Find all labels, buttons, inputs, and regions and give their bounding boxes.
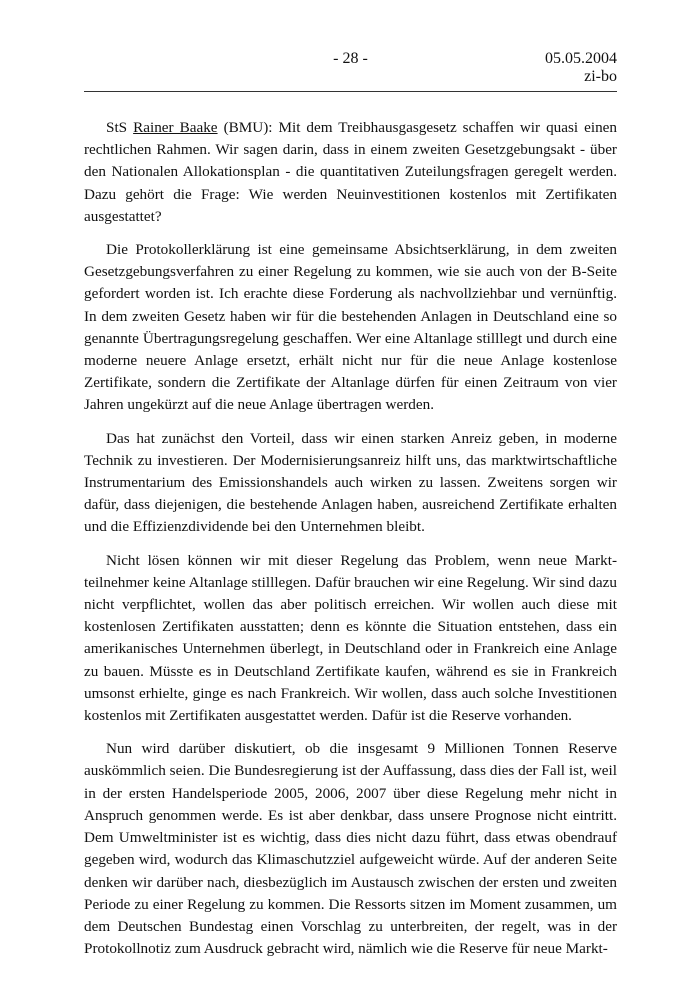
paragraph-5: Nun wird darüber diskutiert, ob die insgesamt 9 Millionen Tonnen Reserve auskömmlich seien. Die Bundesregierung ist der Auffassung, dass dies der Fall ist, weil in der ersten Handelsperiode 2005, 2006, 2007 über diese Regelung mehr nicht in Anspruch genommen werde. Es ist aber denkbar, dass unsere Prognose nicht eintritt. Dem Umweltminister ist es wichtig, dass dies nicht dazu führt, dass etwas obendrauf gegeben wird, wodurch das Klimaschutzziel aufgeweicht würde. Auf der anderen Seite denken wir darüber nach, diesbezüglich im Austausch zwischen der ersten und zweiten Periode zu einer Regelung zu kommen. Die Ressorts sitzen im Moment zusammen, um dem Deutschen Bundestag einen Vorschlag zu unterbreiten, der regelt, was in der Protokollnotiz zum Ausdruck gebracht wird, nämlich wie die Reserve für neue Markt- [84, 740, 617, 958]
header-meta [545, 50, 617, 86]
paragraph-2: Die Protokollerklärung ist eine gemeinsame Absichtserklärung, in dem zweiten Gesetzgebungsverfahren zu einer Regelung zu kommen, wie sie auch von der B-Seite gefordert worden ist. Ich erachte diese Forderung als nachvollziehbar und vernünftig. In dem zweiten Gesetz haben wir für die bestehenden Anlagen in Deutschland eine so genannte Übertragungsregelung geschaffen. Wer eine Altanlage stilllegt und durch eine moderne neuere Anlage ersetzt, erhält nicht nur für die neue Anlage kostenlose Zertifikate, sondern die Zertifikate der Altanlage dürfen für einen Zeitraum von vier Jahren ungekürzt auf die neue Anlage übertragen werden. [84, 241, 617, 414]
page-header [84, 50, 617, 90]
header-rule [84, 91, 617, 92]
paragraph-4: Nicht lösen können wir mit dieser Regelung das Problem, wenn neue Marktteilnehmer keine Altanlage stilllegen. Dafür brauchen wir eine Regelung. Wir sind dazu nicht verpflichtet, wollen das aber politisch erreichen. Wir wollen auch diese mit kostenlosen Zertifikaten ausstatten; denn es könnte die Situation entstehen, dass ein amerikanisches Unternehmen überlegt, in Deutschland oder in Frankreich eine Anlage zu bauen. Müsste es in Deutschland Zertifikate kaufen, während es sie in Frankreich umsonst erhielte, ginge es nach Frankreich. Wir wollen, dass auch solche Investitionen kostenlos mit Zertifikaten ausgestattet werden. Dafür ist die Reserve vorhanden. [84, 551, 617, 725]
speaker-name: Rainer Baake [133, 119, 218, 136]
paragraph-3: Das hat zunächst den Vorteil, dass wir einen starken Anreiz geben, in moderne Technik zu investieren. Der Modernisierungsanreiz hilft uns, das marktwirtschaftliche Instrumentarium des Emissionshandels auch wirken zu lassen. Zweitens sorgen wir dafür, dass diejenigen, die bestehende Anlagen haben, ausreichend Zertifikate erhalten und die Effizienzdividende bei den Unternehmen bleibt. [84, 429, 617, 536]
header-code: zi-bo [584, 68, 617, 85]
document-body [84, 117, 617, 971]
speaker-prefix: StS [106, 119, 128, 136]
paragraph-1-text: Mit dem Treibhausgasgesetz schaffen wir quasi einen rechtlichen Rahmen. Wir sagen darin, dass in einem zweiten Gesetzgebungsakt - über den Nationalen Allokationsplan - die quantitativen Zuteilungsfragen geregelt werden. Dazu gehört die Frage: Wie werden Neuinvestitionen kostenlos mit Zertifikaten ausgestattet? [84, 119, 618, 225]
paragraph-1 [84, 117, 617, 228]
header-date: 05.05.2004 [545, 50, 617, 67]
speaker-affiliation: (BMU): [223, 119, 273, 136]
page-number: - 28 - [333, 50, 368, 67]
